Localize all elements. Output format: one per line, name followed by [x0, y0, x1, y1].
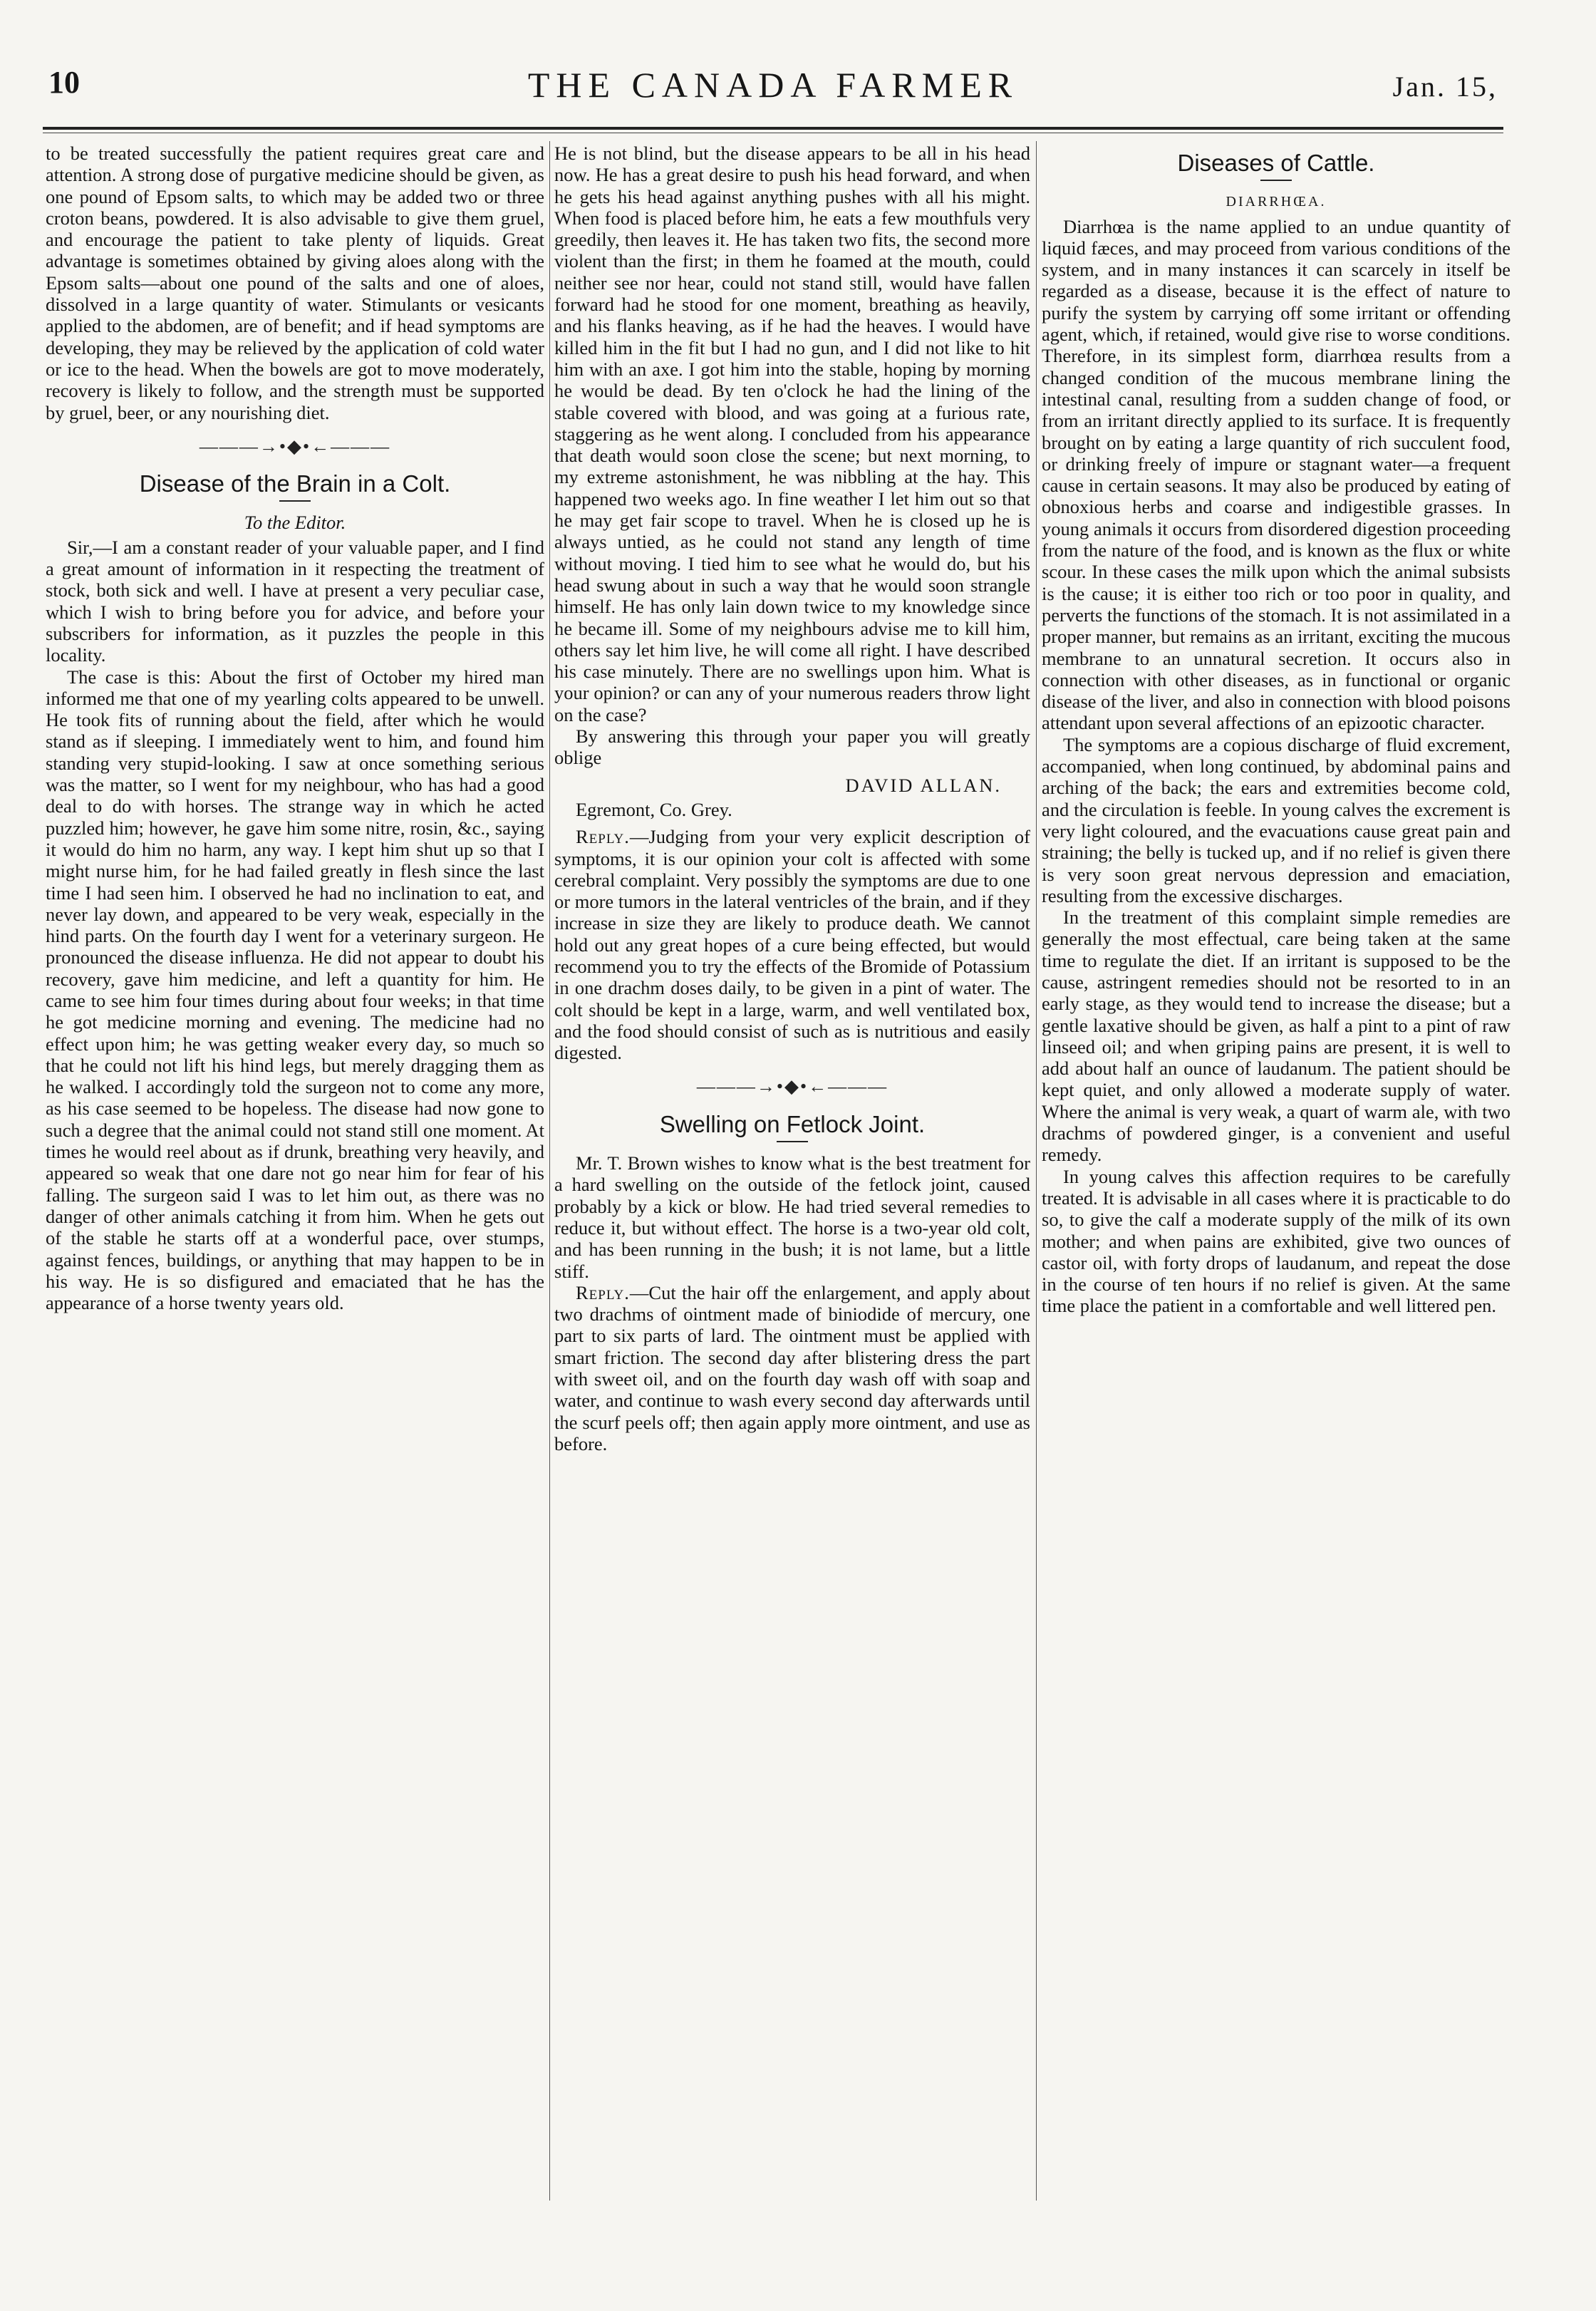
header-rule: [43, 127, 1503, 130]
letter-closing: By answering this through your paper you will greatly oblige: [554, 725, 1030, 769]
column-2: [554, 143, 1030, 2266]
continued-paragraph: to be treated successfully the patient requires great care and attention. A strong dose of purgative medicine should be given, as one pound of Epsom salts, to which may be added two or three croton beans, powdered. It is also advisable to give them gruel, and encourage the patient to take plenty of liquids. Great advantage is sometimes obtained by giving aloes along with the Epsom salts—about one pound of the salts and one of aloes, dissolved in a large quantity of water. Stimulants or vesicants applied to the abdomen, are of benefit; and if head symptoms are developing, they may be relieved by the application of cold water or ice to the head. When the bowels are got to move moderately, recovery is likely to follow, and the strength must be supported by gruel, beer, or any nourishing diet.: [46, 143, 544, 423]
section-ornament: ———→•◆•←———: [696, 1076, 888, 1097]
letter-paragraph: The case is this: About the first of October my hired man informed me that one of my yearling colts appeared to be unwell. He took fits of running about the field, after which he would stand as if sleeping. I immediately went to him, and found him standing very stupid-looking. I saw at once something serious was the matter, so I went for my neighbour, who has had a good deal to do with horses. The strange way in which he acted puzzled him; however, he gave him some nitre, rosin, &c., saying it would do him no harm, any way. I kept him shut up so that I might nurse him, for he had failed greatly in flesh since the last time I had seen him. I observed he had no inclination to eat, and never lay down, and appeared to be very weak, especially in the hind parts. On the fourth day I went for a veterinary surgeon. He pronounced the disease influenza. He did not appear to doubt his recovery, gave him medicine, and left a quantity for him. He came to see him four times during about four weeks; in that time he got medicine morning and evening. The medicine had no effect upon him; he was getting weaker every day, so much so that he could not lift his hind legs, but merely dragging them as he walked. I accordingly told the surgeon not to come any more, as his case seemed to be hopeless. The disease had now gone to such a degree that the animal could not stand still one moment. At times he would reel about as if drunk, breathing very heavily, and appeared so weak that one dare not go near him for fear of his falling. The surgeon said I was to let him out, as there was no danger of other animals catching it from him. When he gets out of the stable he starts off at a wonderful pace, over stumps, against fences, buildings, or anything that may happen to be in his way. He is so disfigured and emaciated that he has the appearance of a horse twenty years old.: [46, 666, 544, 1314]
column-3: [1042, 143, 1510, 2266]
reply-label: Reply.: [576, 826, 630, 848]
reply-text: —Judging from your very explicit description of symptoms, it is our opinion your colt is affected with some cerebral complaint. Very possibly the symptoms are due to one or more tumors in the lateral ventricles of the brain, and if they increase in size they are likely to produce death. We cannot hold out any great hopes of a cure being effected, but would recommend you to try the effects of the Bromide of Potassium in one drachm doses daily, to be given in a pint of water. The colt should be kept in a large, warm, and well ventilated box, and the food should consist of such as is nutritious and easily digested.: [554, 826, 1030, 1064]
reply-paragraph: [554, 826, 1030, 1063]
issue-date: Jan. 15,: [1392, 71, 1498, 103]
reply-label: Reply.: [576, 1281, 630, 1303]
article-paragraph: Diarrhœa is the name applied to an undue quantity of liquid fæces, and may proceed from various conditions of the system, and in many instances it can scarcely in itself be regarded as a disease, because it is the effect of nature to purify the system by carrying off some irritant or offending agent, which, if retained, would give rise to worse conditions. Therefore, in its simplest form, diarrhœa results from a changed condition of the mucous membrane lining the intestinal canal, resulting from a sudden change of food, or from an irritant directly applied to its surface. It is frequently brought on by eating a large quantity of rich succulent food, or drinking freely of impure or stagnant water—a frequent cause in certain seasons. It may also be produced by eating of obnoxious herbs and coarse and indigestible grasses. In young animals it occurs from disordered digestion proceeding from the nature of the food, and is known as the flux or white scour. In these cases the milk upon which the animal subsists is the cause; it is either too rich or too poor in quality, and perverts the functions of the stomach. It is not assimilated in a proper manner, but remains as an irritant, exciting the mucous membrane to an unnatural secretion. It occurs also in connection with other diseases, as in functional or organic disease of the liver, and also in connection with blood poisons attendant upon several affections of an epizootic character.: [1042, 215, 1510, 734]
article-paragraph: The symptoms are a copious discharge of fluid excrement, accompanied, when long continued, by abdominal pains and arching of the back; the ears and extremities become cold, and the circulation is feeble. In young calves the excrement is very light coloured, and the evacuations cause great pain and straining; the belly is tucked up, and if no relief is given there is very soon great nervous depression and emaciation, resulting from the excessive discharges.: [1042, 733, 1510, 906]
article-paragraph: In the treatment of this complaint simple remedies are generally the most effectual, care being taken at the same time to regulate the diet. If an irritant is supposed to be the cause, astringent remedies should not be resorted to in an early stage, as they would tend to increase the disease; but a gentle laxative should be given, as half a pint to a pint of raw linseed oil; and when griping pains are present, it is well to add about half an ounce of laudanum. The patient should be kept quiet, and only allowed a moderate supply of water. Where the animal is very weak, a quart of warm ale, with two drachms of powdered ginger, is a convenient and useful remedy.: [1042, 906, 1510, 1166]
column-divider: [1036, 141, 1037, 2201]
heading-rule: [777, 1141, 808, 1142]
masthead: [43, 60, 1503, 131]
column-1: [46, 143, 544, 2266]
to-the-editor: To the Editor.: [244, 512, 346, 534]
letter-paragraph: Sir,—I am a constant reader of your valuable paper, and I find a great amount of information in it respecting the treatment of stock, both sick and well. I have at present a very peculiar case, which I wish to bring before you for advice, and before your subscribers for information, as it puzzles the people in this locality.: [46, 536, 544, 666]
section-ornament: ———→•◆•←———: [199, 435, 391, 457]
article-heading-fetlock: Swelling on Fetlock Joint.: [659, 1110, 926, 1137]
query-paragraph: Mr. T. Brown wishes to know what is the best treatment for a hard swelling on the outside of the fetlock joint, caused probably by a kick or blow. He had tried several remedies to reduce it, but without effect. The horse is a two-year old colt, and has been running in the bush; it is not lame, but a little stiff.: [554, 1152, 1030, 1282]
article-heading-cattle: Diseases of Cattle.: [1177, 150, 1375, 176]
column-divider: [549, 141, 550, 2201]
subheading-diarrhoea: DIARRHŒA.: [1226, 194, 1327, 210]
article-paragraph: In young calves this affection requires to be carefully treated. It is advisable in all cases where it is practicable to do so, to give the calf a moderate supply of the milk of its own mother; and when pains are exhibited, give two ounces of castor oil, with forty drops of laudanum, and repeat the dose in the course of ten hours if no relief is given. At the same time place the patient in a comfortable and well littered pen.: [1042, 1165, 1510, 1317]
article-heading-brain-colt: Disease of the Brain in a Colt.: [139, 470, 451, 497]
signature: DAVID ALLAN.: [845, 774, 1002, 796]
heading-rule: [1260, 180, 1292, 181]
paper-title: THE CANADA FARMER: [527, 65, 1019, 105]
heading-rule: [279, 500, 311, 502]
page-number: 10: [48, 65, 80, 100]
letter-place: Egremont, Co. Grey.: [576, 798, 732, 820]
reply-text: —Cut the hair off the enlargement, and apply about two drachms of ointment made of biniodide of mercury, one part to six parts of lard. The ointment must be applied with smart friction. The second day after blistering dress the part with sweet oil, and on the fourth day wash off with soap and water, and continue to wash every second day afterwards until the scurf peels off; then again apply more ointment, and use as before.: [554, 1281, 1030, 1454]
reply-paragraph: [554, 1282, 1030, 1454]
continued-paragraph: He is not blind, but the disease appears to be all in his head now. He has a great desire to push his head forward, and when he gets his head against anything pushes with all his might. When food is placed before him, he eats a few mouthfuls very greedily, then leaves it. He has taken two fits, the second more violent than the first; in them he foamed at the mouth, could neither see nor hear, could not stand still, would have fallen forward had he stood for one moment, breathing as heavily, and his flanks heaving, as if he had the heaves. I would have killed him in the fit but I had no gun, and I did not like to hit him with an axe. I got him into the stable, hoping by morning he would be dead. By ten o'clock he had the lining of the stable covered with blood, and was going at a furious rate, staggering as he went along. I concluded from his appearance that death would soon close the scene; but next morning, to my extreme astonishment, he was nibbling at the hay. This happened two weeks ago. In fine weather I let him out so that he may get fair scope to travel. When he is closed up he is always untied, as he could not stand any length of time without moving. I tied him to see what he would do, but his head swung about in such a way that he would soon strangle himself. He has only lain down twice to my knowledge since he became ill. Some of my neighbours advise me to kill him, others say let him live, he will come all right. I have described his case minutely. There are no swellings upon him. What is your opinion? or can any of your numerous readers throw light on the case?: [554, 143, 1030, 725]
